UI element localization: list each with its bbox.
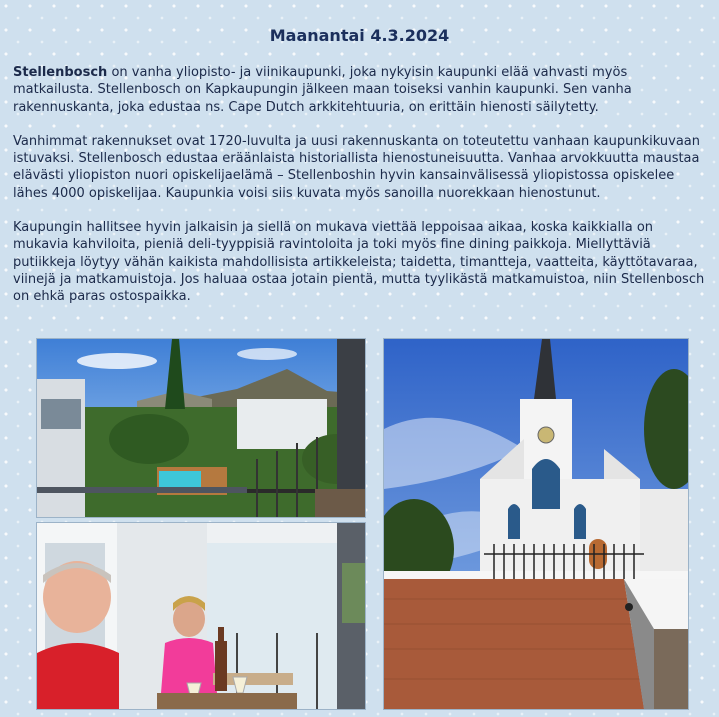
paragraph-2: Vanhimmat rakennukset ovat 1720-luvulta ja uusi rakennuskanta on toteutettu vanhaan kaupunkikuvaan istuvaksi. Stellenbosch edustaa eräänlaista historiallista hienostuneisuutta. Vanhaa arvokkuutta maustaa elävästi yliopiston nuori opiskelijaelämä – Stellenboshin hyvin kansainvälisessä yliopistossa opiskelee lähes 4000 opiskelijaa. Kaupunkia voisi siis kuvata myös sanoilla nuorekkaan hienostunut.: [13, 133, 700, 201]
paragraph-1-text: on vanha yliopisto- ja viinikaupunki, joka nykyisin kaupunki elää vahvasti myös matkailusta. Stellenbosch on Kapkaupungin jälkeen maan toiseksi vanhin kaupunki. Sen vanha rakennuskanta, joka edustaa ns. Cape Dutch arkkitehtuuria, on erittäin hienosti säilytetty.: [13, 65, 632, 115]
city-name: Stellenbosch: [13, 65, 108, 80]
article-body: [13, 64, 709, 323]
couple-selfie-photo: [36, 522, 366, 710]
page-title: Maanantai 4.3.2024: [269, 26, 450, 45]
paragraph-3: Kaupungin hallitsee hyvin jalkaisin ja siellä on mukava viettää leppoisaa aikaa, koska kaikkialla on mukavia kahviloita, pieniä deli-tyyppisiä ravintoloita ja toki myös fine dining paikkoja. Miellyttäviä putiikkeja löytyy vähän kaikista mahdollisista artikkeleista; taidetta, timantteja, vaatteita, käyttötavaraa, viinejä ja matkamuistoja. Jos haluaa ostaa jotain pientä, mutta tyylikästä matkamuistoa, niin Stellenbosch on ehkä paras ostospaikka.: [13, 220, 705, 305]
church-photo: [383, 338, 689, 710]
balcony-view-photo: [36, 338, 366, 518]
paragraph-1: [13, 64, 709, 116]
